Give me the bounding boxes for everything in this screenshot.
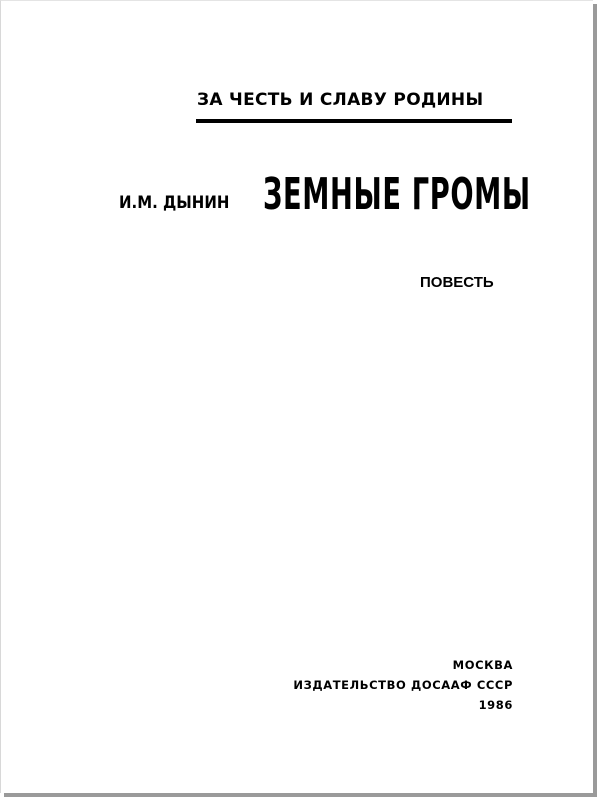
series-divider (196, 119, 512, 123)
genre-label: ПОВЕСТЬ (420, 274, 494, 291)
book-title: ЗЕМНЫЕ ГРОМЫ (263, 169, 531, 220)
imprint-city: МОСКВА (452, 658, 513, 672)
author-name: И.М. ДЫНИН (119, 193, 230, 213)
imprint-publisher: ИЗДАТЕЛЬСТВО ДОСААФ СССР (293, 678, 513, 692)
imprint-block (281, 655, 513, 715)
imprint-year: 1986 (478, 698, 513, 712)
series-title: ЗА ЧЕСТЬ И СЛАВУ РОДИНЫ (197, 90, 484, 110)
